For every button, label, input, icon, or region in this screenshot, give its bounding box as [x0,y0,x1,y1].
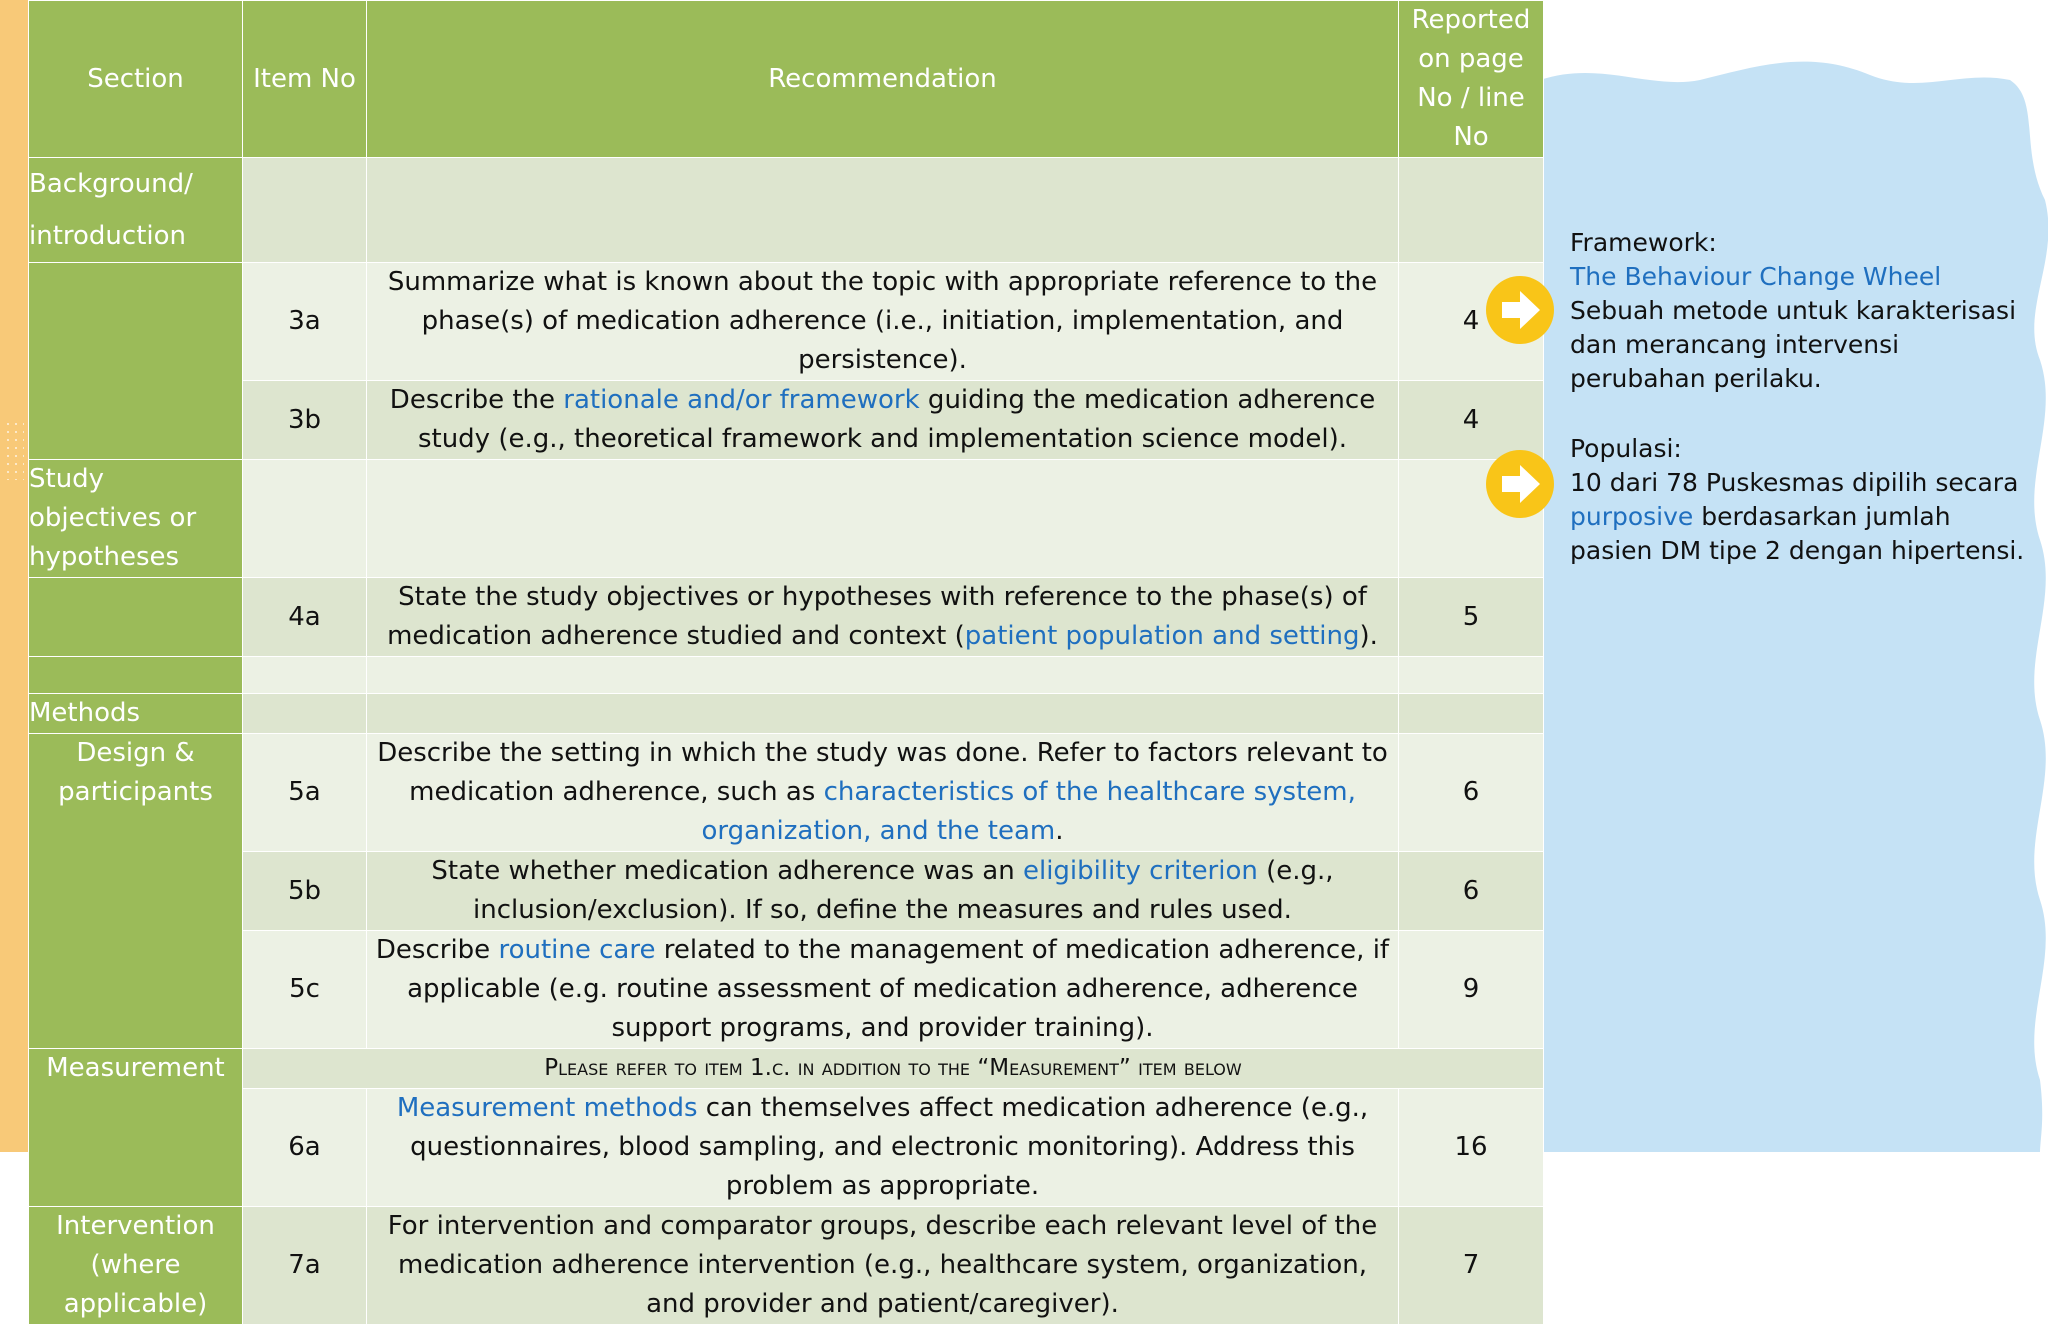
recommendation-text: Describe routine care related to the management of medication adherence, if applicable (e.g. routine assessment of medication adherence, adherence support programs, and provider training). [367,931,1399,1049]
item-no: 3b [243,381,367,460]
table-row [29,460,1544,578]
highlight-text: eligibility criterion [1022,856,1258,886]
table-row [29,1089,1544,1207]
framework-name: The Behaviour Change Wheel [1570,262,1942,291]
arrow-right-circle-icon [1486,450,1554,518]
table-row [29,578,1544,657]
header-recommendation: Recommendation [367,1,1399,158]
recommendation-text: Describe the setting in which the study was done. Refer to factors relevant to medication adherence, such as characteristics of the healthcare system, organization, and the team. [367,734,1399,852]
highlight-text: Measurement methods [396,1093,698,1123]
item-no: 3a [243,263,367,381]
recommendation-text: State whether medication adherence was an eligibility criterion (e.g., inclusion/exclusion). If so, define the measures and rules used. [367,852,1399,931]
highlight-text: rationale and/or framework [563,385,920,415]
highlight-text: routine care [498,935,656,965]
page-number: 7 [1399,1207,1544,1325]
checklist-table [28,0,1544,1325]
table-row [29,657,1544,694]
population-label: Populasi: [1570,434,1682,463]
measurement-note: Please refer to item 1.c. in addition to the “Measurement” item below [243,1049,1544,1089]
framework-description: Sebuah metode untuk karakterisasi dan merancang intervensi perubahan perilaku. [1570,296,2017,393]
table-header-row [29,1,1544,158]
page-number: 6 [1399,734,1544,852]
framework-label: Framework: [1570,228,1717,257]
section-objectives: Study objectives or hypotheses [29,460,243,578]
table-row [29,734,1544,852]
table-row [29,694,1544,734]
header-item-no: Item No [243,1,367,158]
left-accent-stripe [0,0,28,1152]
item-no: 7a [243,1207,367,1325]
stripe-texture [4,420,24,480]
page-number: 4 [1399,381,1544,460]
header-reported-page: Reported on page No / line No [1399,1,1544,158]
arrow-right-circle-icon [1486,276,1554,344]
background-blob [1540,60,2048,1152]
table-row [29,852,1544,931]
page-number: 6 [1399,852,1544,931]
recommendation-text: Summarize what is known about the topic with appropriate reference to the phase(s) of medication adherence (i.e., initiation, implementation, and persistence). [367,263,1399,381]
item-no: 5a [243,734,367,852]
highlight-text: characteristics of the healthcare system, organization, and the team [701,777,1356,846]
recommendation-text: For intervention and comparator groups, describe each relevant level of the medication adherence intervention (e.g., healthcare system, organization, and provider and patient/caregiver). [367,1207,1399,1325]
page-number: 4 [1399,263,1544,381]
item-no: 5c [243,931,367,1049]
section-measurement: Measurement [29,1049,243,1207]
side-notes [1570,226,2030,568]
recommendation-text: Measurement methods can themselves affect medication adherence (e.g., questionnaires, blood sampling, and electronic monitoring). Address this problem as appropriate. [367,1089,1399,1207]
header-section: Section [29,1,243,158]
item-no: 5b [243,852,367,931]
item-no: 4a [243,578,367,657]
page-number: 16 [1399,1089,1544,1207]
section-intervention: Intervention (where applicable) [29,1207,243,1325]
table-row [29,381,1544,460]
item-no: 6a [243,1089,367,1207]
section-design: Design & participants [29,734,243,1049]
recommendation-text: Describe the rationale and/or framework guiding the medication adherence study (e.g., theoretical framework and implementation science model). [367,381,1399,460]
section-methods: Methods [29,694,243,734]
table-row [29,1207,1544,1325]
population-description: 10 dari 78 Puskesmas dipilih secara purposive berdasarkan jumlah pasien DM tipe 2 dengan hipertensi. [1570,468,2025,565]
highlight-text: patient population and setting [964,621,1360,651]
table-row [29,158,1544,263]
recommendation-text: State the study objectives or hypotheses with reference to the phase(s) of medication adherence studied and context (patient population and setting). [367,578,1399,657]
table-row [29,263,1544,381]
page-number: 9 [1399,931,1544,1049]
page-number: 5 [1399,578,1544,657]
section-background: Background/ introduction [29,158,243,263]
table-row [29,1049,1544,1089]
table-row [29,931,1544,1049]
highlight-text: purposive [1570,502,1694,531]
